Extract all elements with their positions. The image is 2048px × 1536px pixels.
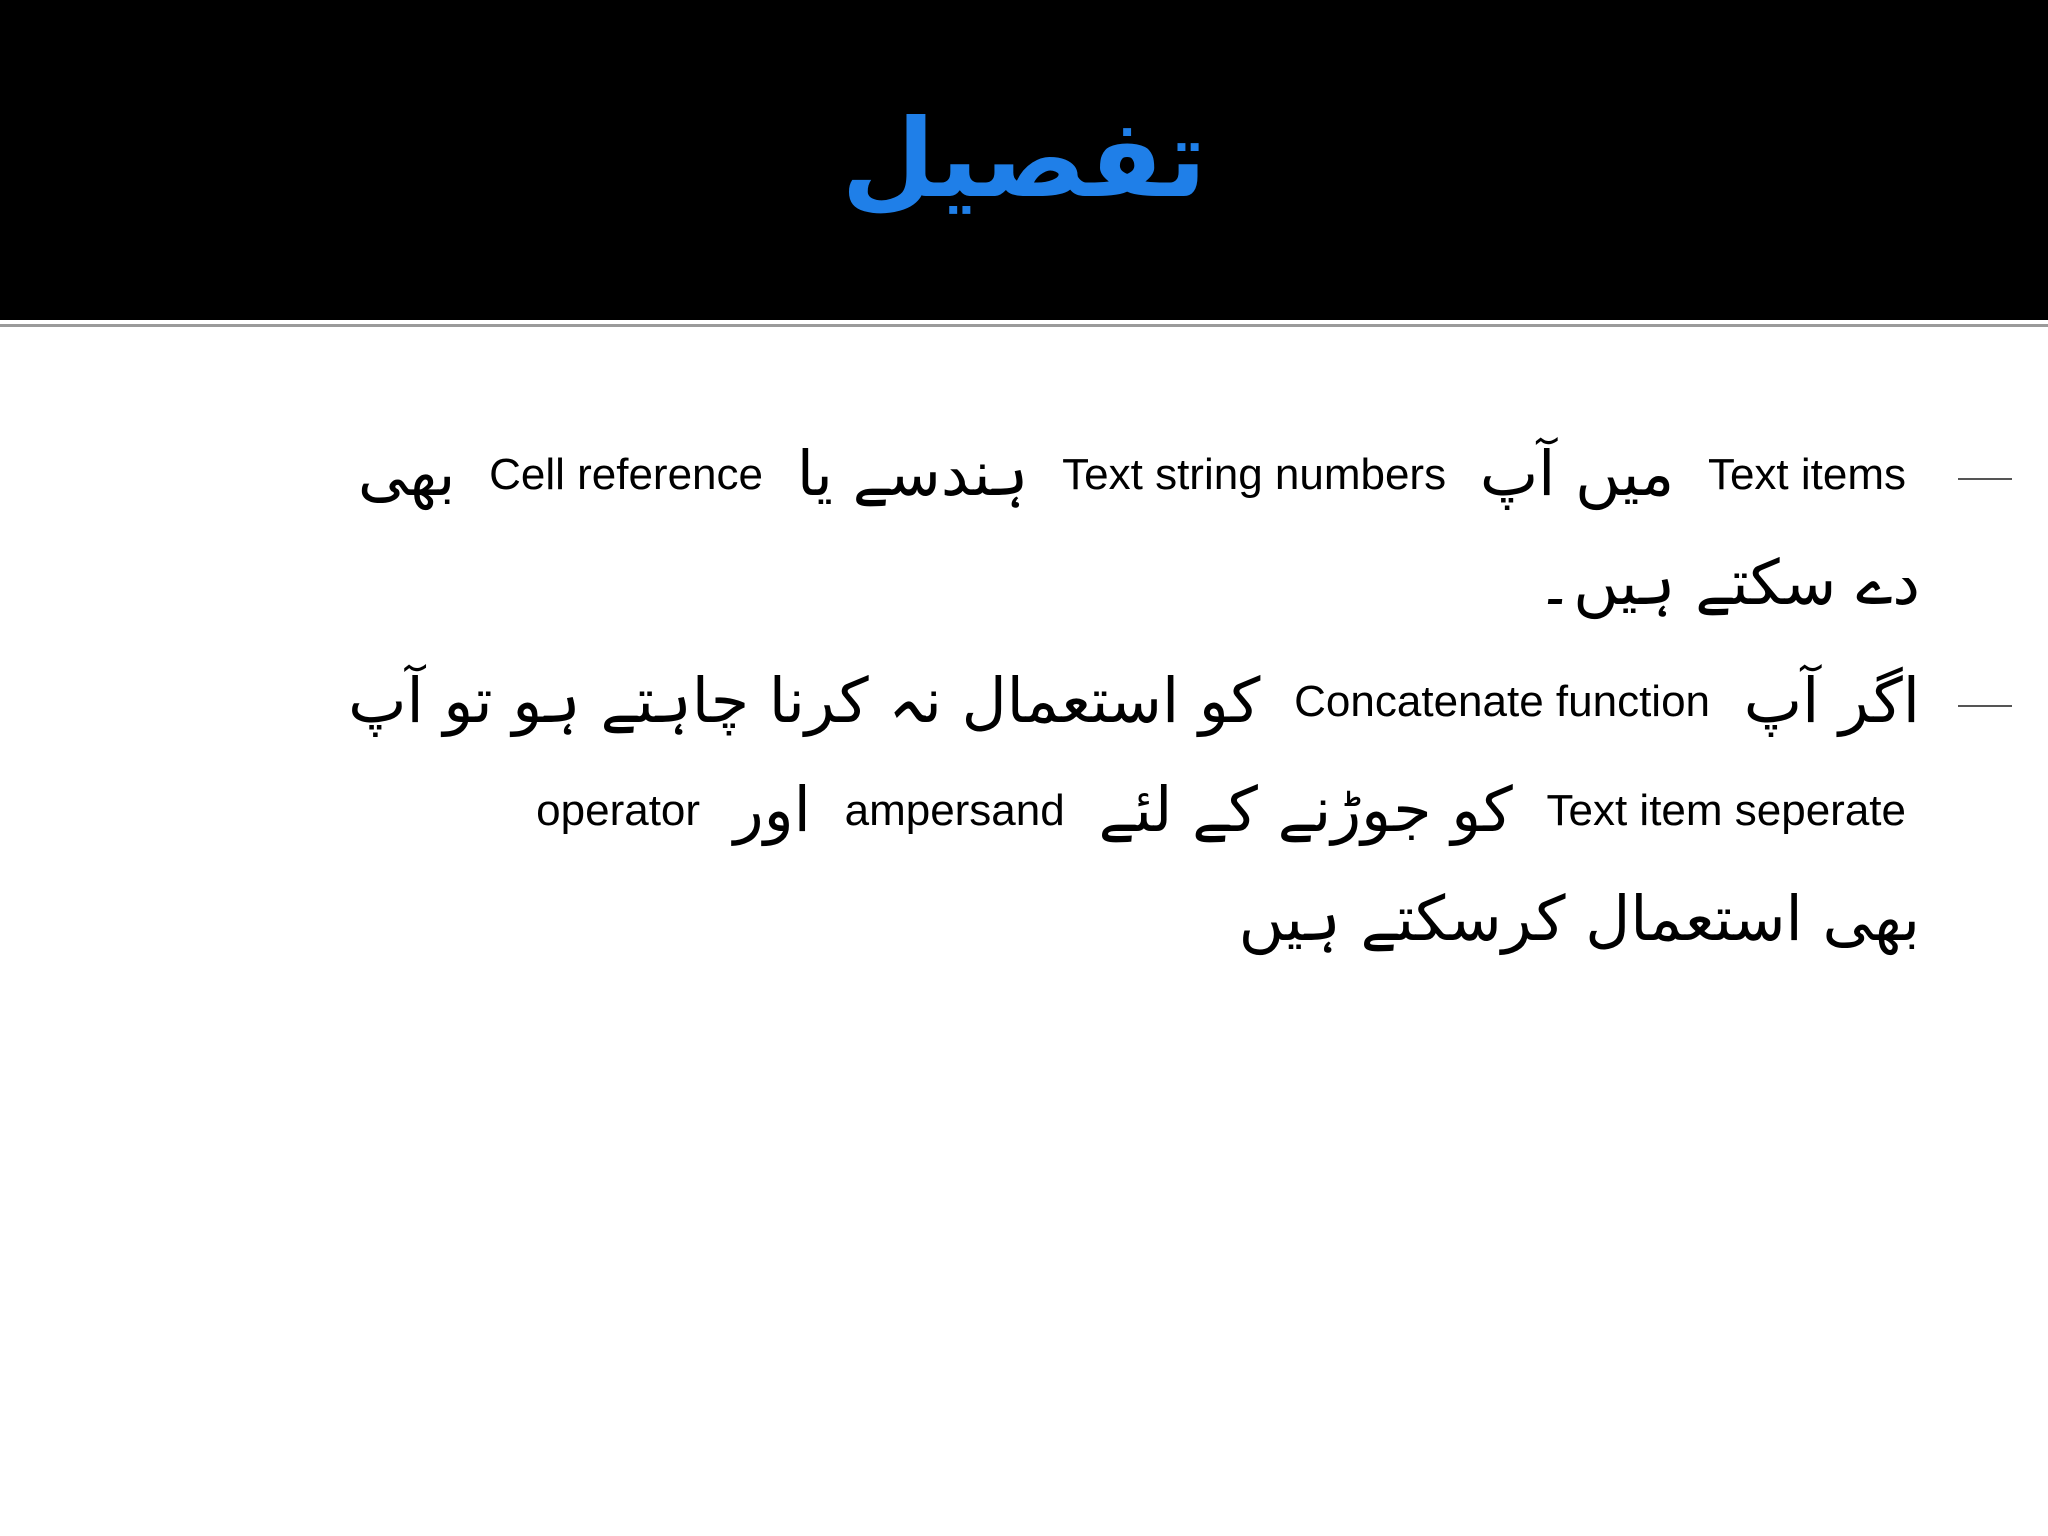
dash-bullet-icon (1958, 478, 2012, 480)
bullet-text-en: Cell reference (489, 450, 763, 499)
bullet-text-en: ampersand (844, 786, 1065, 835)
bullet-text-en: Text items (1707, 450, 1906, 499)
bullet-list (180, 420, 1920, 983)
bullet-1-line-2 (180, 529, 1920, 637)
bullet-text-ur: بھی استعمال کرسکتے ہیں (1238, 882, 1920, 955)
bullet-text-ur: کو جوڑنے کے لئے (1098, 773, 1513, 846)
bullet-text-ur: کو استعمال نہ کرنا چاہتے ہو تو آپ (348, 664, 1261, 737)
bullet-text-ur: اور (733, 773, 811, 846)
bullet-text-ur: دے سکتے ہیں۔ (1536, 546, 1920, 619)
slide-title: تفصیل (841, 97, 1207, 222)
bullet-text-en: Text item seperate (1546, 786, 1906, 835)
bullet-item-2 (180, 647, 1920, 973)
dash-bullet-icon (1958, 705, 2012, 707)
bullet-item-1 (180, 420, 1920, 637)
title-divider (0, 320, 2048, 334)
bullet-text-ur: میں آپ (1479, 437, 1675, 510)
bullet-text-en: Text string numbers (1062, 450, 1447, 499)
bullet-text-ur: اگر آپ (1743, 664, 1920, 737)
bullet-text-ur: ہندسے یا (796, 437, 1029, 510)
bullet-text-en: operator (536, 786, 701, 835)
bullet-2-line-2 (180, 756, 1920, 865)
bullet-2-line-3 (180, 865, 1920, 973)
bullet-1-line-1 (180, 420, 1920, 529)
bullet-2-line-1 (180, 647, 1920, 756)
title-bar (0, 0, 2048, 320)
bullet-text-en: Concatenate function (1294, 677, 1711, 726)
bullet-text-ur: بھی (357, 437, 456, 510)
